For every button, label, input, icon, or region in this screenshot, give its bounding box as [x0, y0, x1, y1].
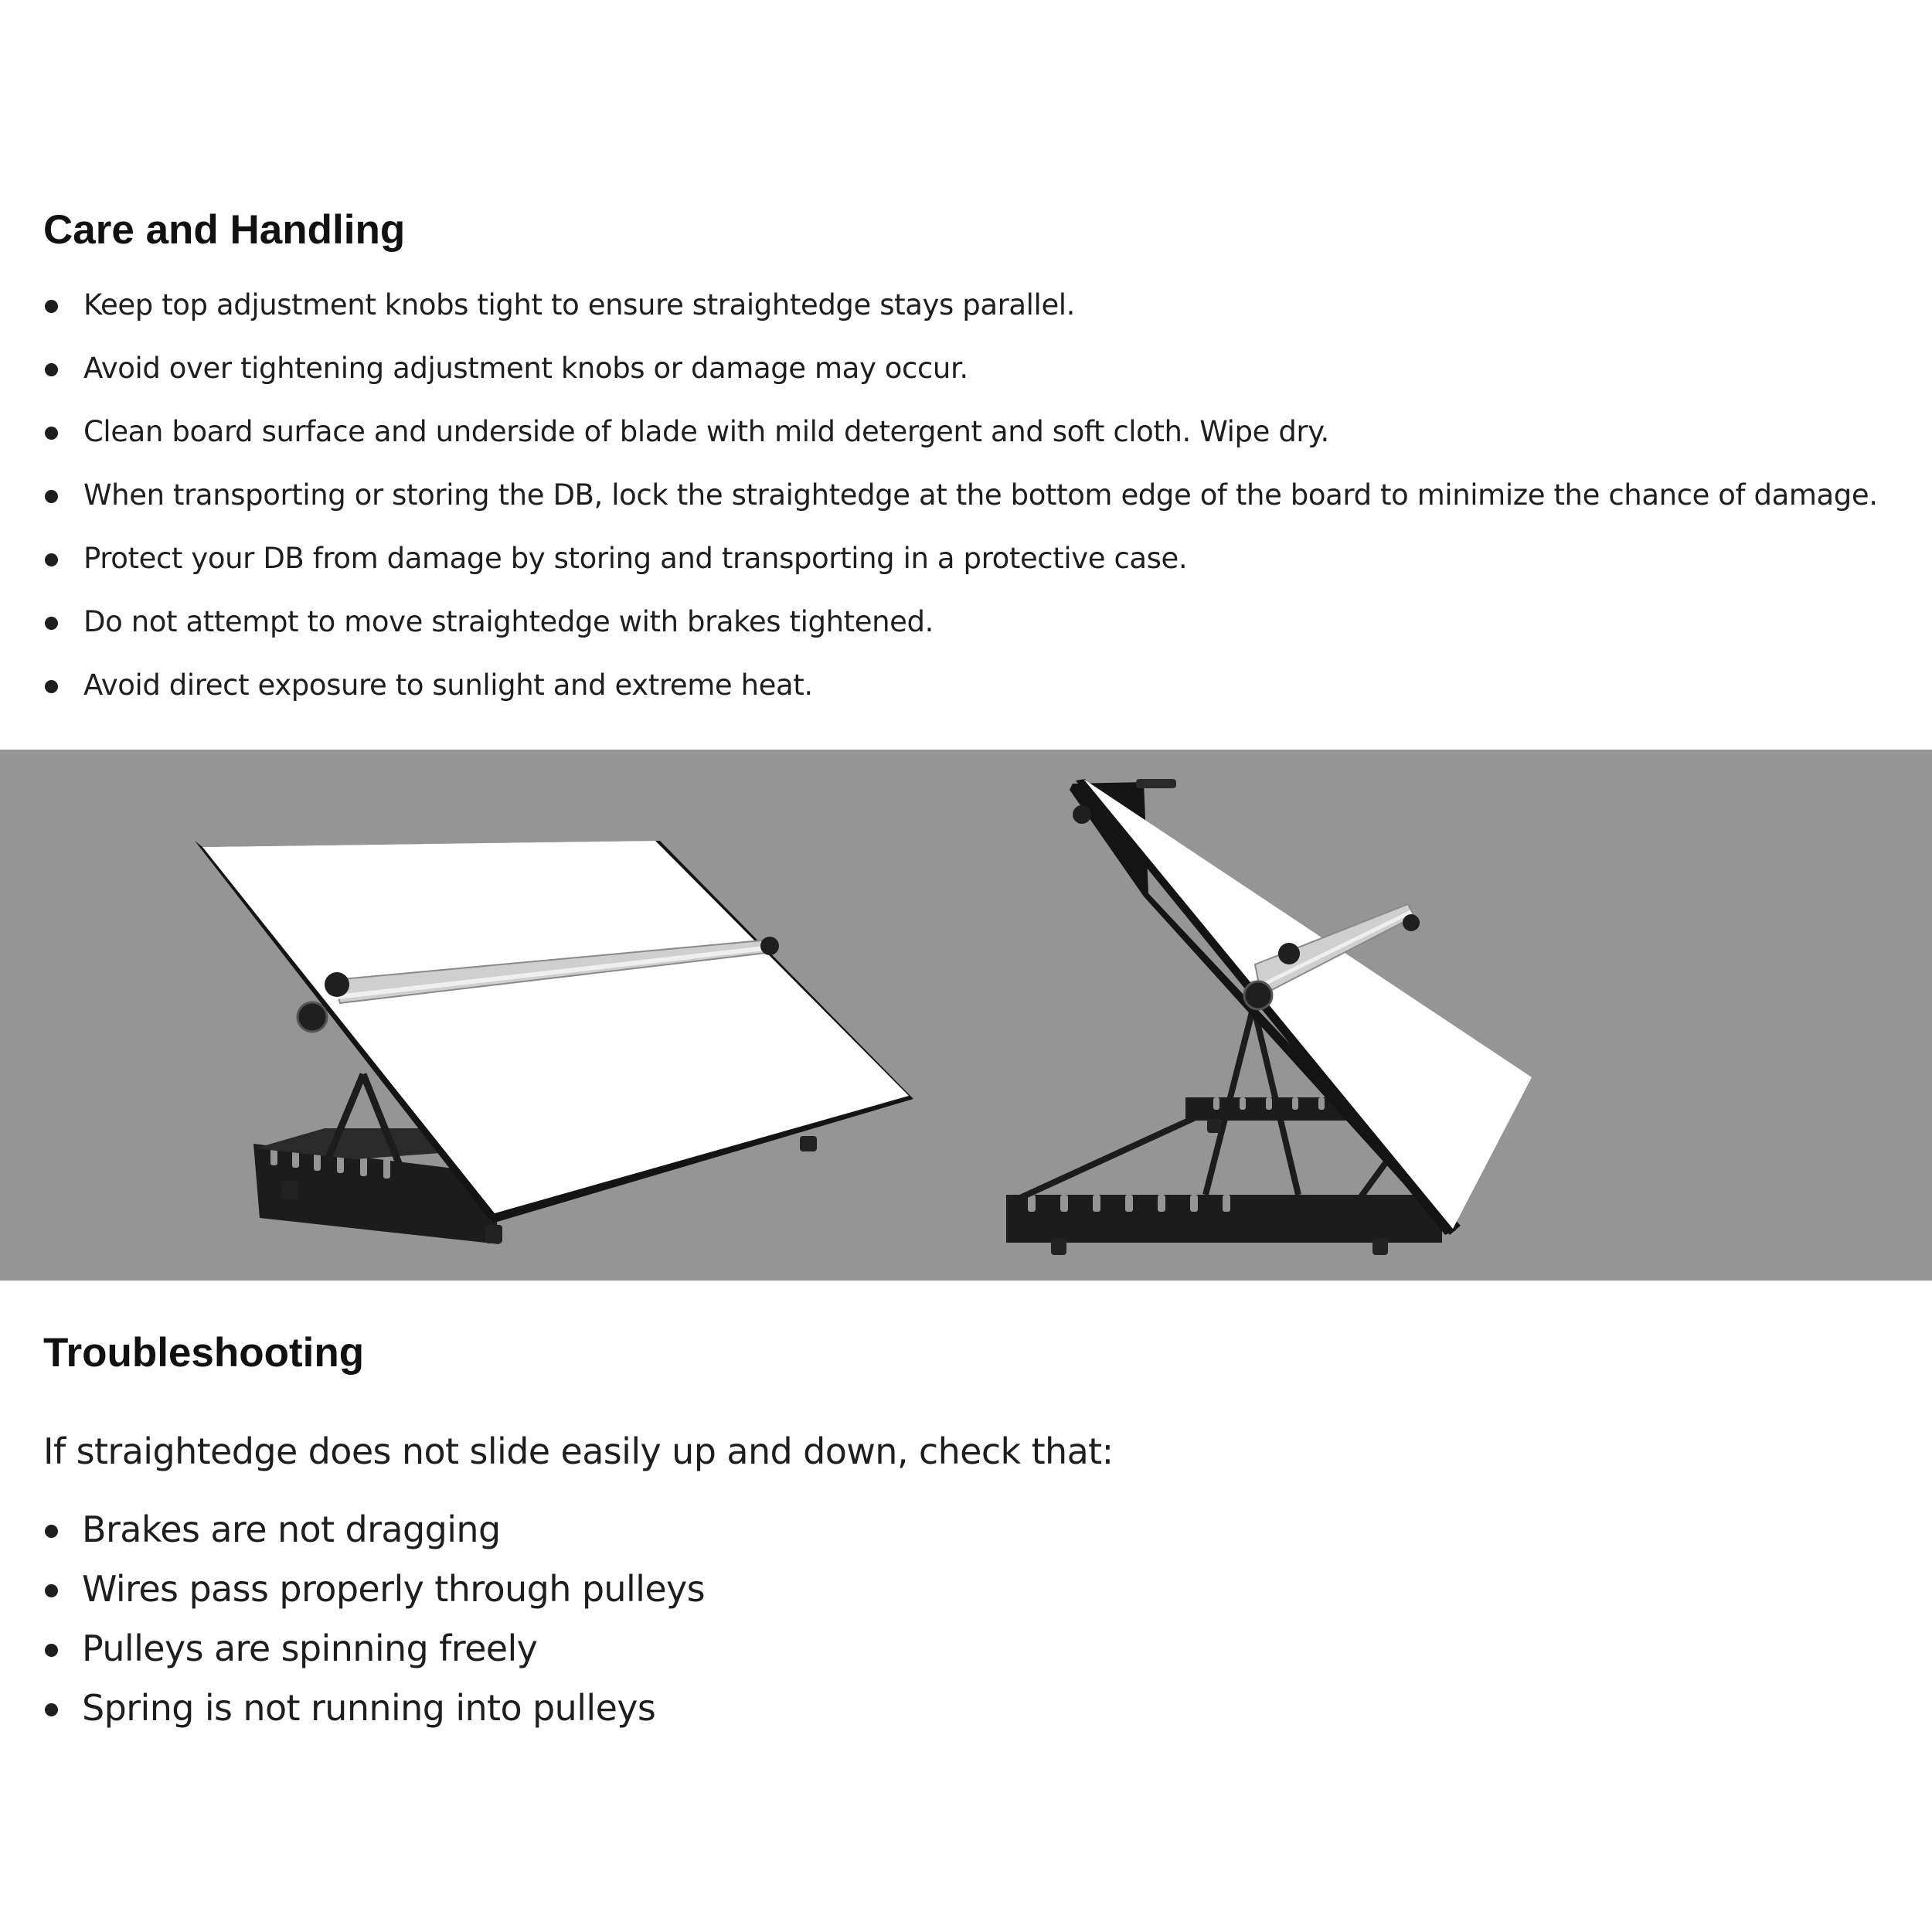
base-side-beam: [1020, 1113, 1206, 1198]
top-clamp: [1136, 779, 1176, 788]
bullet-icon: [45, 490, 58, 503]
bullet-icon: [45, 427, 58, 440]
bullet-icon: [45, 300, 58, 313]
troubleshooting-heading: Troubleshooting: [43, 1330, 365, 1376]
troubleshooting-list-item: [0, 1505, 1932, 1564]
troubleshooting-list-item: [0, 1683, 1932, 1743]
bullet-icon: [45, 553, 58, 566]
adjustment-knob: [298, 1002, 327, 1032]
bullet-icon: [45, 680, 58, 693]
troubleshooting-list: [0, 1505, 1932, 1743]
adjustment-knob: [325, 972, 349, 997]
care-item-text: Protect your DB from damage by storing and transporting in a protective case.: [83, 542, 1188, 575]
care-item-text: Do not attempt to move straightedge with brakes tightened.: [83, 605, 934, 638]
troubleshooting-intro: If straightedge does not slide easily up and down, check that:: [43, 1430, 1114, 1472]
care-list-item: [0, 597, 1932, 660]
troubleshooting-item-text: Wires pass properly through pulleys: [82, 1568, 706, 1610]
care-list: [0, 280, 1932, 723]
care-list-item: [0, 280, 1932, 343]
troubleshooting-list-item: [0, 1564, 1932, 1624]
product-photos: [0, 750, 1932, 1281]
board-foot: [1372, 1238, 1388, 1255]
troubleshooting-list-item: [0, 1624, 1932, 1683]
adjustment-knob: [1403, 914, 1420, 931]
care-list-item: [0, 660, 1932, 723]
troubleshooting-section: [0, 1281, 1932, 1932]
care-list-item: [0, 343, 1932, 406]
care-item-text: Clean board surface and underside of blade with mild detergent and soft cloth. Wipe dry.: [83, 415, 1329, 448]
board-foot: [485, 1225, 502, 1243]
bullet-icon: [45, 1584, 58, 1597]
board-foot: [282, 1181, 298, 1199]
care-item-text: When transporting or storing the DB, lock the straightedge at the bottom edge of the board to minimize the chance of damage.: [83, 478, 1878, 512]
troubleshooting-item-text: Pulleys are spinning freely: [82, 1628, 538, 1669]
adjustment-knob: [1278, 943, 1300, 964]
adjustment-knob: [1244, 981, 1272, 1009]
adjustment-knob: [1073, 805, 1091, 824]
bullet-icon: [45, 1703, 58, 1716]
bullet-icon: [45, 363, 58, 376]
product-photo-band: [0, 750, 1932, 1281]
adjustment-knob: [760, 937, 779, 955]
care-item-text: Avoid direct exposure to sunlight and extreme heat.: [83, 668, 813, 702]
bullet-icon: [45, 1644, 58, 1657]
care-list-item: [0, 533, 1932, 597]
care-and-handling-section: [0, 0, 1932, 750]
bullet-icon: [45, 617, 58, 630]
care-list-item: [0, 470, 1932, 533]
care-list-item: [0, 406, 1932, 470]
drawing-board-low-angle-photo: [195, 841, 913, 1244]
drawing-board-steep-angle-photo: [1006, 779, 1532, 1255]
board-foot: [1051, 1238, 1066, 1255]
troubleshooting-item-text: Brakes are not dragging: [82, 1509, 501, 1550]
board-foot: [800, 1136, 817, 1151]
bullet-icon: [45, 1525, 58, 1538]
board-surface: [1083, 779, 1532, 1229]
care-item-text: Keep top adjustment knobs tight to ensure straightedge stays parallel.: [83, 288, 1076, 321]
board-foot: [1207, 1119, 1221, 1133]
care-and-handling-heading: Care and Handling: [43, 207, 406, 253]
troubleshooting-item-text: Spring is not running into pulleys: [82, 1687, 656, 1729]
care-item-text: Avoid over tightening adjustment knobs or damage may occur.: [83, 352, 968, 385]
